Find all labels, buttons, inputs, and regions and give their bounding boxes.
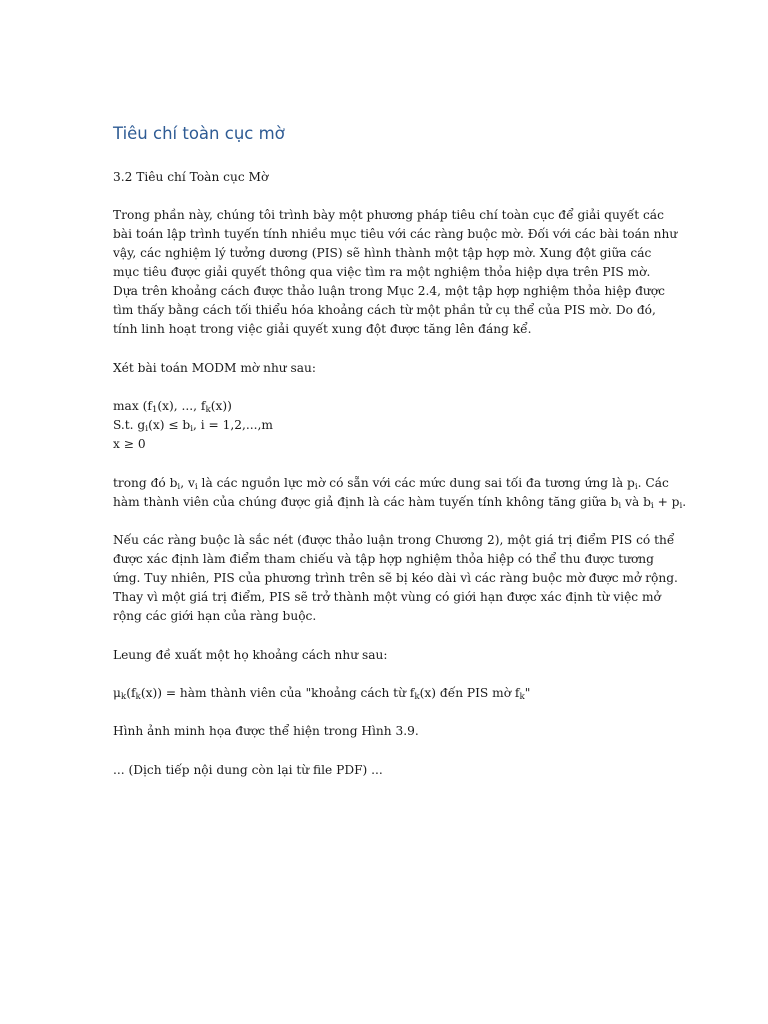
intro-paragraph [113, 206, 678, 339]
crisp-line-3: ứng. Tuy nhiên, PIS của phương trình trên sẽ bị kéo dài vì các ràng buộc mờ được mở rộng. [113, 571, 678, 585]
intro-line-5: Dựa trên khoảng cách được thảo luận trong Mục 2.4, một tập hợp nghiệm thỏa hiệp được [113, 284, 665, 298]
intro-line-4: mục tiêu được giải quyết thông qua việc tìm ra một nghiệm thỏa hiệp dựa trên PIS mờ. [113, 265, 651, 279]
intro-line-6: tìm thấy bằng cách tối thiểu hóa khoảng cách từ một phần tử cụ thể của PIS mờ. Do đó, [113, 303, 656, 317]
crisp-line-4: Thay vì một giá trị điểm, PIS sẽ trở thành một vùng có giới hạn được xác định từ việc mở [113, 590, 661, 604]
where-paragraph [113, 474, 687, 512]
where-line-2: hàm thành viên của chúng được giả định là các hàm tuyến tính không tăng giữa $b_i$ và $b_i + p_i$. [113, 495, 687, 512]
intro-line-1: Trong phần này, chúng tôi trình bày một phương pháp tiêu chí toàn cục để giải quyết các [113, 208, 664, 222]
section-heading: 3.2 Tiêu chí Toàn cục Mờ [113, 170, 269, 184]
intro-line-3: vậy, các nghiệm lý tưởng dương (PIS) sẽ hình thành một tập hợp mờ. Xung đột giữa các [113, 246, 652, 260]
modm-intro: Xét bài toán MODM mờ như sau: [113, 361, 316, 375]
mu-definition: $\mu_k(f_k(x))$ = hàm thành viên của "khoảng cách từ $f_k(x)$ đến PIS mờ $f_k$" [113, 686, 531, 703]
intro-line-7: tính linh hoạt trong việc giải quyết xung đột được tăng lên đáng kể. [113, 322, 532, 336]
formula-block [113, 397, 658, 454]
crisp-line-5: rộng các giới hạn của ràng buộc. [113, 609, 317, 623]
intro-line-2: bài toán lập trình tuyến tính nhiều mục tiêu với các ràng buộc mờ. Đối với các bài toán như [113, 227, 678, 241]
continuation-note: ... (Dịch tiếp nội dung còn lại từ file PDF) ... [113, 763, 383, 777]
leung-line: Leung đề xuất một họ khoảng cách như sau: [113, 648, 388, 662]
formula-nonnegativity: x ≥ 0 [113, 437, 146, 451]
crisp-paragraph [113, 531, 678, 626]
crisp-line-2: được xác định làm điểm tham chiếu và tập hợp nghiệm thỏa hiệp có thể thu được tương [113, 552, 654, 566]
formula-constraint: S.t. $g_i(x) \le b_i$, i = 1,2,...,m [113, 418, 273, 435]
document-title: Tiêu chí toàn cục mờ [113, 124, 285, 143]
formula-max: $\max (f_1(x)$, ..., $f_k(x)$) [113, 399, 232, 416]
where-line-1: trong đó $b_i$, $v_i$ là các nguồn lực mờ có sẵn với các mức dung sai tối đa tương ứng là $p_i$. Các [113, 476, 669, 493]
figure-reference: Hình ảnh minh họa được thể hiện trong Hình 3.9. [113, 724, 419, 738]
crisp-line-1: Nếu các ràng buộc là sắc nét (được thảo luận trong Chương 2), một giá trị điểm PIS có thể [113, 533, 675, 547]
